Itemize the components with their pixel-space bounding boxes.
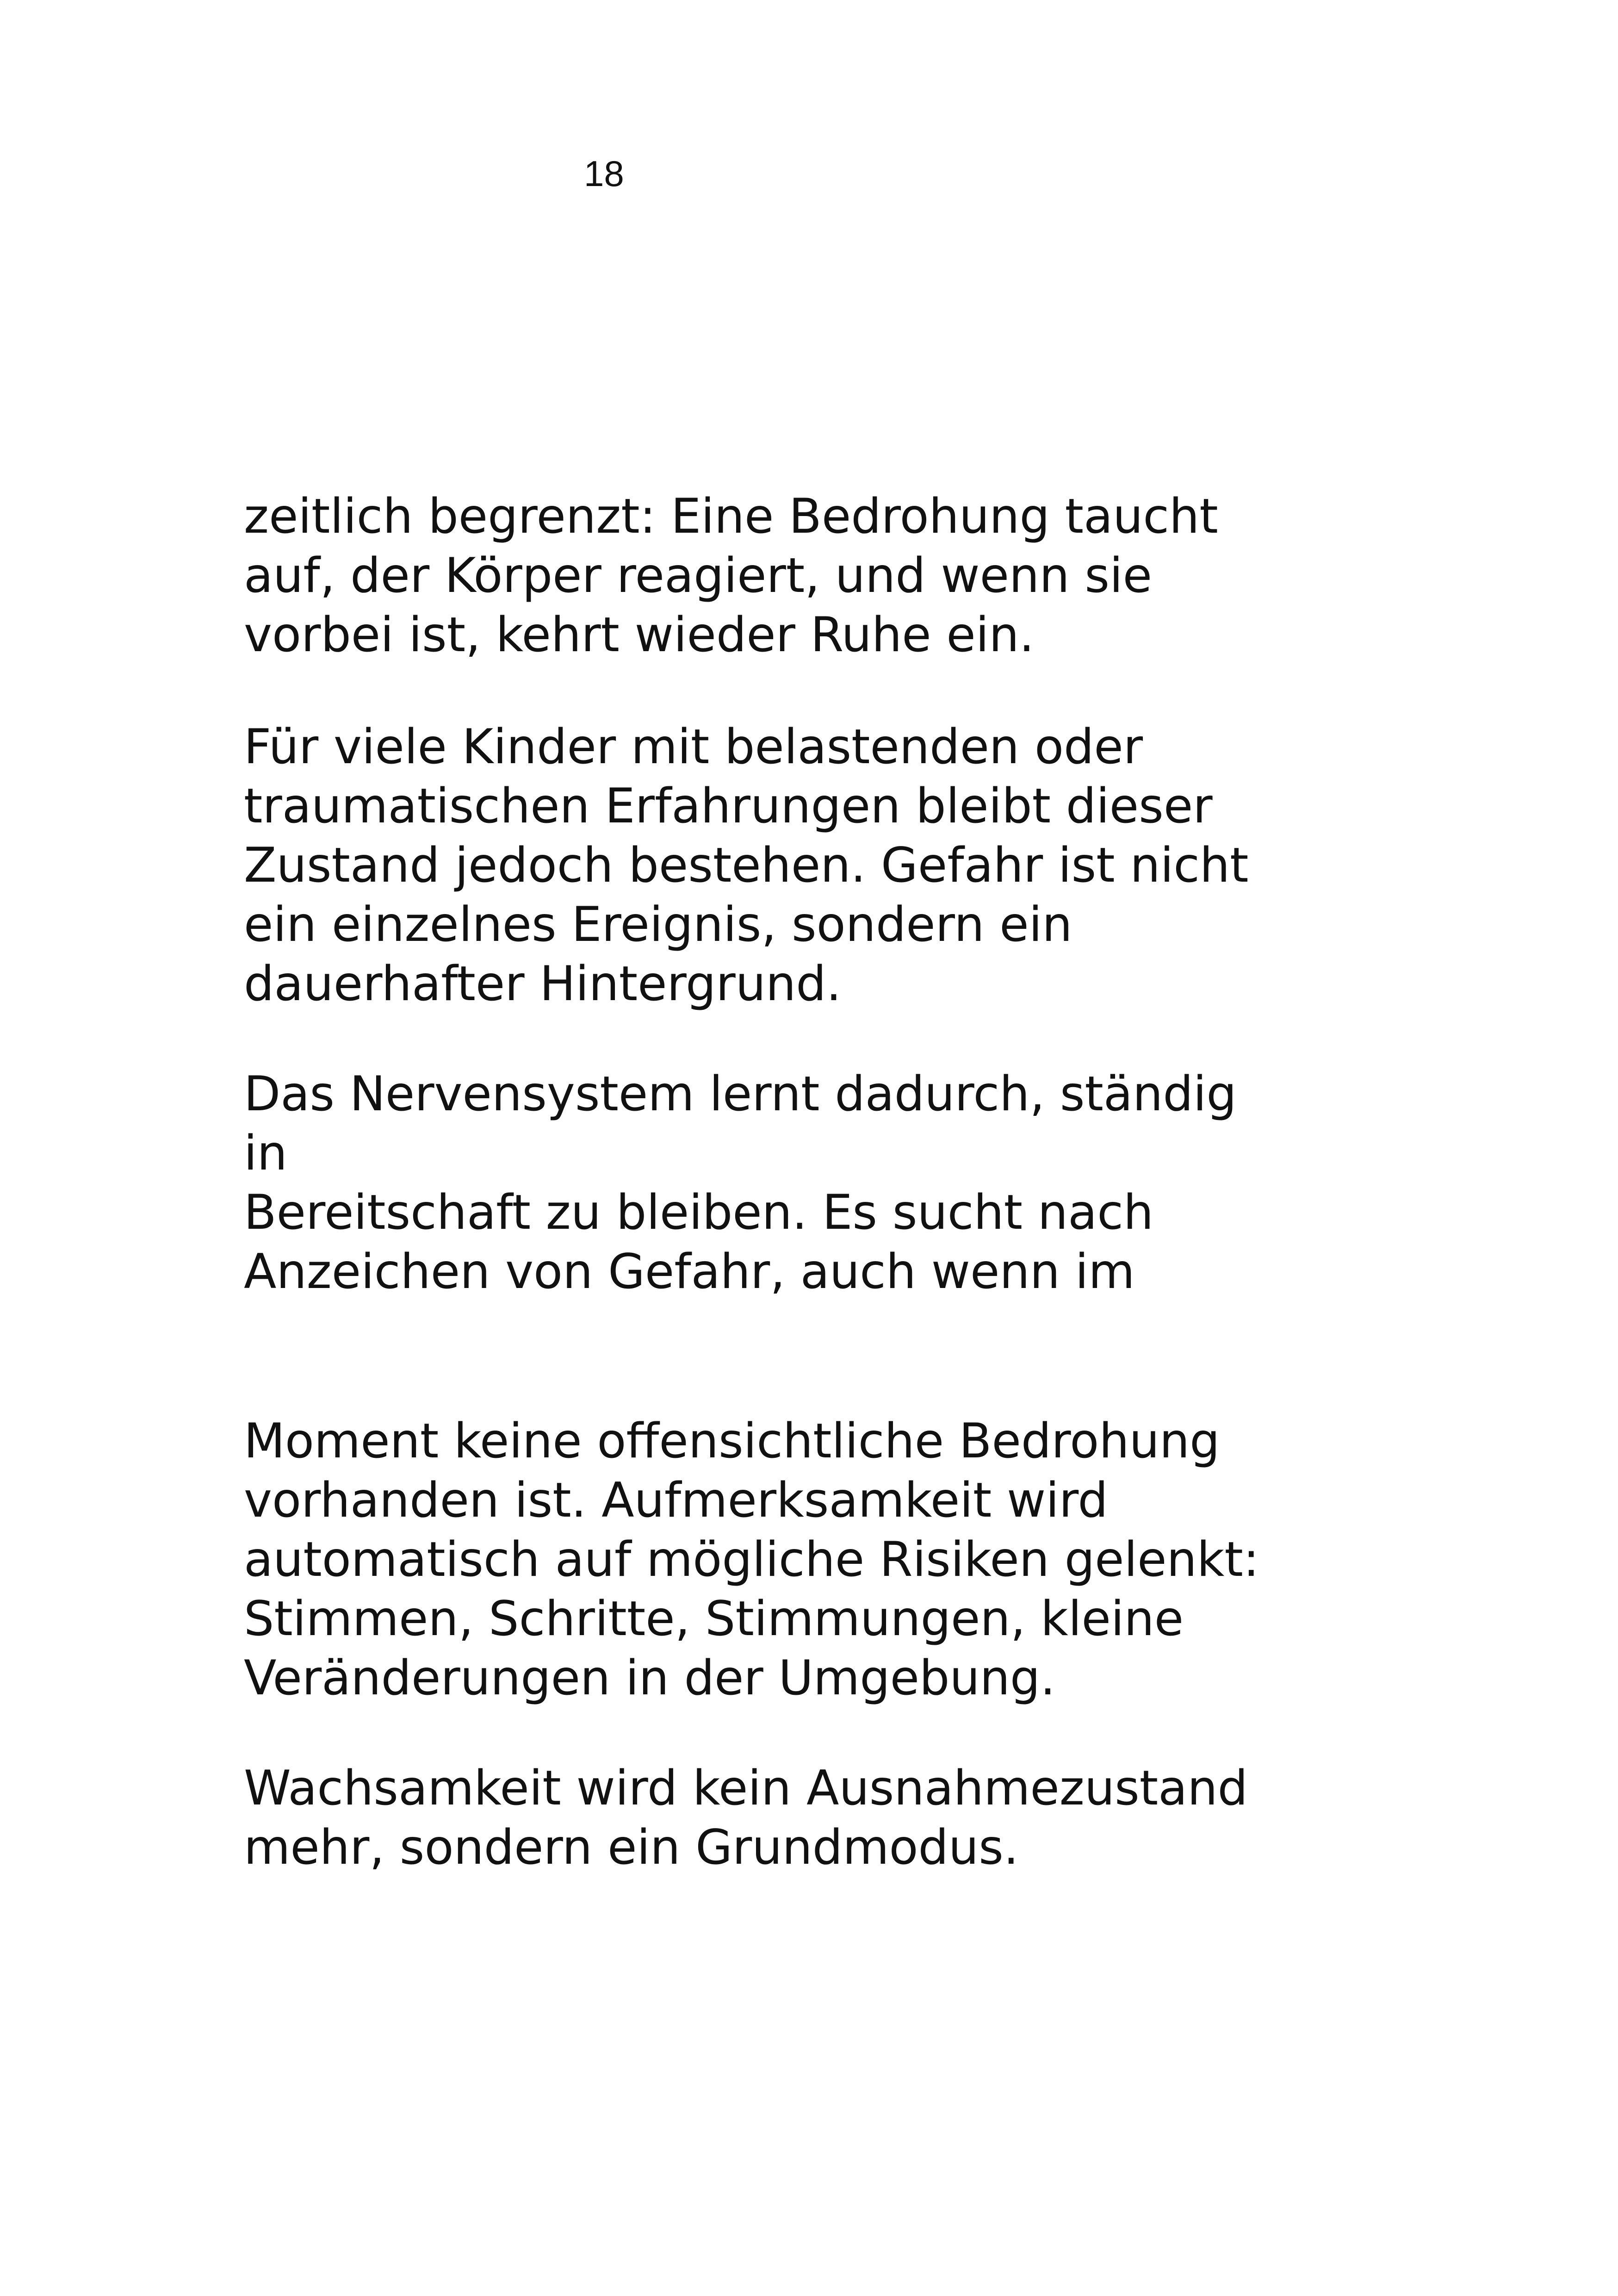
text-line: Das Nervensystem lernt dadurch, ständig xyxy=(244,1066,1237,1122)
text-line: in xyxy=(244,1126,287,1181)
paragraph-2 xyxy=(244,717,1308,1014)
text-line: Veränderungen in der Umgebung. xyxy=(244,1650,1056,1706)
text-line: vorhanden ist. Aufmerksamkeit wird xyxy=(244,1473,1108,1528)
text-line: vorbei ist, kehrt wieder Ruhe ein. xyxy=(244,607,1035,663)
paragraph-4 xyxy=(244,1412,1308,1708)
text-line: traumatischen Erfahrungen bleibt dieser xyxy=(244,778,1213,834)
text-line: automatisch auf mögliche Risiken gelenkt: xyxy=(244,1532,1259,1587)
text-line: dauerhafter Hintergrund. xyxy=(244,956,842,1012)
text-line: ein einzelnes Ereignis, sondern ein xyxy=(244,897,1072,952)
paragraph-3 xyxy=(244,1064,1308,1301)
text-line: zeitlich begrenzt: Eine Bedrohung taucht xyxy=(244,489,1218,544)
text-line: Moment keine offensichtliche Bedrohung xyxy=(244,1413,1220,1469)
text-line: auf, der Körper reagiert, und wenn sie xyxy=(244,548,1152,604)
text-line: Anzeichen von Gefahr, auch wenn im xyxy=(244,1244,1135,1300)
text-line: Für viele Kinder mit belastenden oder xyxy=(244,719,1143,775)
paragraph-5 xyxy=(244,1759,1308,1877)
text-line: mehr, sondern ein Grundmodus. xyxy=(244,1820,1019,1875)
text-line: Wachsamkeit wird kein Ausnahmezustand xyxy=(244,1761,1248,1816)
text-line: Zustand jedoch bestehen. Gefahr ist nicht xyxy=(244,838,1249,893)
text-line: Stimmen, Schritte, Stimmungen, kleine xyxy=(244,1591,1184,1647)
paragraph-1 xyxy=(244,487,1308,665)
text-line: Bereitschaft zu bleiben. Es sucht nach xyxy=(244,1185,1154,1240)
page-number: 18 xyxy=(584,153,624,194)
